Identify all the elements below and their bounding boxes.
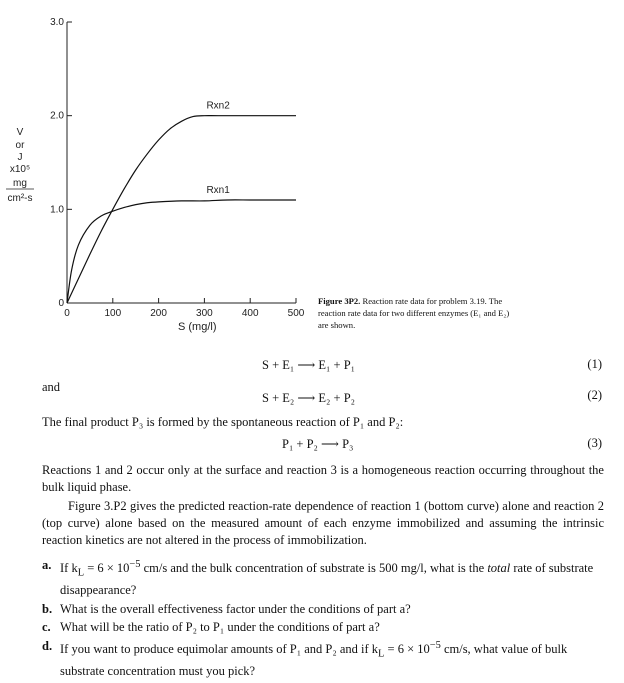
y-axis-label-line: mg xyxy=(13,178,27,189)
paragraph-p3: The final product P₃ is formed by the spontaneous reaction of P₁ and P₂: xyxy=(42,415,404,429)
x-tick-label: 300 xyxy=(196,308,213,319)
paragraph-figure: Figure 3.P2 gives the predicted reaction-rate dependence of reaction 1 (bottom curve) alone and reaction 2 (top curve) alone based on the measured amount of each enzyme immobilized and assuming the intrinsic reaction kinetics are not altered in the process of immobilization. xyxy=(42,499,604,547)
y-tick-label: 0 xyxy=(58,298,64,309)
y-axis-label-line: or xyxy=(15,140,25,151)
equation-2: S + E₂ ⟶ E₂ + P₂ xyxy=(262,391,356,405)
question-d: d. If you want to produce equimolar amounts of P₁ and P₂ and if $k_L = 6 \times 10^{-5}$ cm/s, what value of bulk substrate concentration must you pick? xyxy=(42,638,568,678)
and-label: and xyxy=(42,380,61,394)
question-b-label: b. xyxy=(42,601,53,616)
question-d-label: d. xyxy=(42,638,53,653)
y-tick-label: 2.0 xyxy=(50,110,64,122)
equation-1: S + E₁ ⟶ E₁ + P₁ xyxy=(262,358,356,372)
question-a: a. If $k_L = 6 \times 10^{-5}$ cm/s and the bulk concentration of substrate is 500 mg/l, what is the total rate of substrate disappearance? xyxy=(42,558,594,598)
chart-ticks xyxy=(50,17,305,319)
x-tick-label: 400 xyxy=(241,308,259,319)
question-a-label: a. xyxy=(42,558,52,572)
y-axis-label-line: x10⁵ xyxy=(9,164,31,175)
x-axis-label: S (mg/l) xyxy=(178,321,217,333)
series-line-rxn2 xyxy=(67,116,296,303)
chart-axes xyxy=(67,22,296,303)
question-list xyxy=(42,557,604,681)
y-axis-label-line: V xyxy=(16,127,24,138)
series-label-rxn2: Rxn2 xyxy=(206,100,230,112)
question-c-label: c. xyxy=(42,620,51,635)
x-tick-label: 200 xyxy=(150,308,167,319)
question-b: b. What is the overall effectiveness factor under the conditions of part a? xyxy=(42,601,411,616)
x-tick-label: 0 xyxy=(64,308,70,319)
equation-1-number: (1) xyxy=(587,357,602,371)
chart-curves xyxy=(67,101,296,303)
paragraph-reactions: Reactions 1 and 2 occur only at the surface and reaction 3 is a homogeneous reaction occurring throughout the bulk liquid phase. xyxy=(42,463,604,494)
equation-3-number: (3) xyxy=(587,436,602,450)
equation-3: P₁ + P₂ ⟶ P₃ xyxy=(282,437,354,451)
y-axis-label-line: J xyxy=(17,152,23,163)
series-line-rxn1 xyxy=(67,200,296,303)
series-label-rxn1: Rxn1 xyxy=(206,184,230,196)
x-tick-label: 100 xyxy=(104,308,122,319)
caption-text: Reaction rate data for problem 3.19. The reaction rate data for two different enzymes (E₁ and E₂) are shown. xyxy=(318,296,510,330)
y-tick-label: 3.0 xyxy=(50,17,64,28)
reaction-rate-chart xyxy=(0,0,624,340)
question-c: c. What will be the ratio of P₂ to P₁ under the conditions of part a? xyxy=(42,620,380,635)
x-tick-label: 500 xyxy=(287,308,305,319)
equation-2-number: (2) xyxy=(587,388,602,402)
y-tick-label: 1.0 xyxy=(50,204,64,216)
figure-caption xyxy=(318,295,518,331)
y-axis-label-line: cm²-s xyxy=(7,193,33,204)
y-axis-label xyxy=(6,127,34,204)
caption-label: Figure 3P2. xyxy=(318,296,361,306)
